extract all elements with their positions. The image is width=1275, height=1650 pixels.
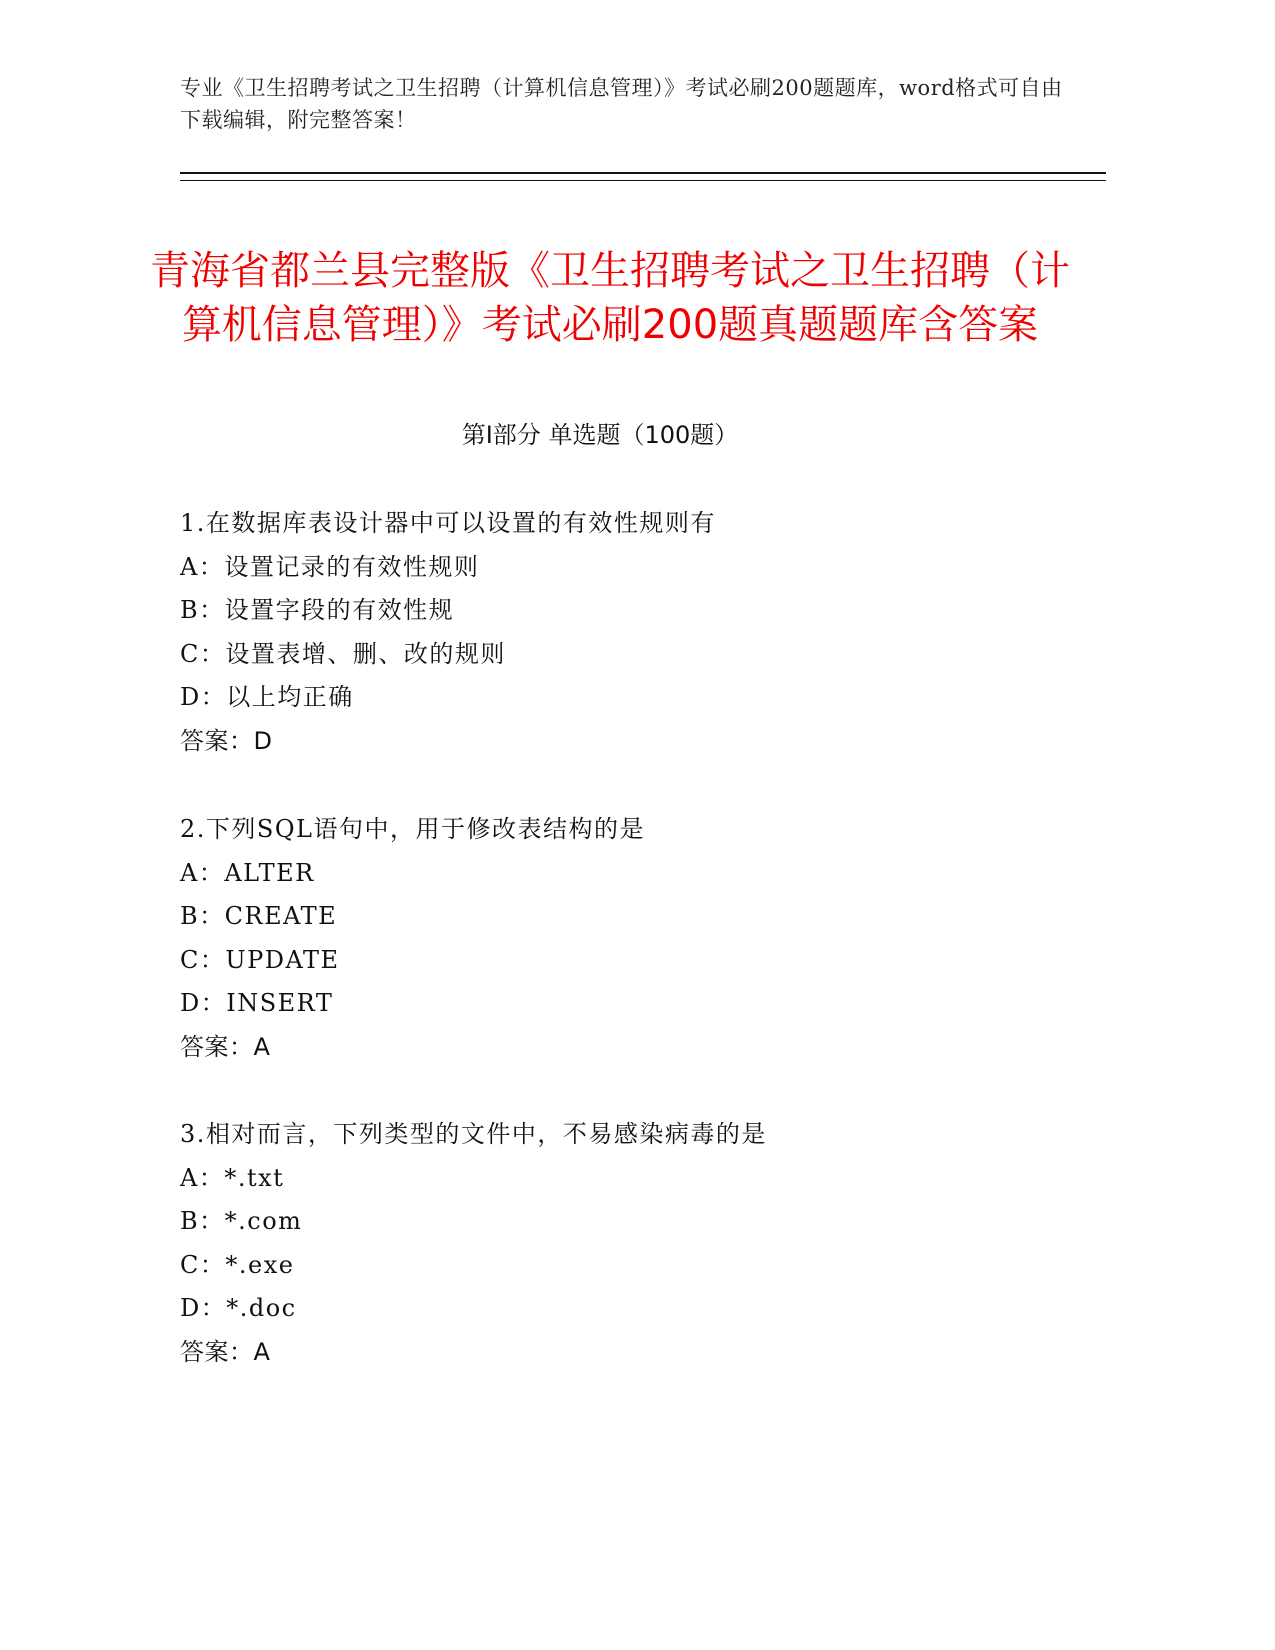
option-c: C：设置表增、删、改的规则 <box>180 639 506 668</box>
section-heading: 第Ⅰ部分 单选题（100题） <box>461 421 739 449</box>
option-a: A：ALTER <box>180 858 315 887</box>
option-c: C：*.exe <box>180 1250 295 1279</box>
header-rule-thick <box>180 172 1106 174</box>
question-stem: 2.下列SQL语句中，用于修改表结构的是 <box>180 815 645 843</box>
answer: 答案：A <box>180 1032 271 1061</box>
option-c: C：UPDATE <box>180 945 340 974</box>
question-2 <box>180 808 1080 1069</box>
header-rule-thin <box>180 180 1106 181</box>
option-d: D：INSERT <box>180 989 334 1017</box>
question-3 <box>180 1113 1080 1374</box>
option-a: A：*.txt <box>180 1163 285 1192</box>
answer: 答案：D <box>180 726 273 755</box>
answer: 答案：A <box>180 1337 271 1366</box>
question-stem: 3.相对而言，下列类型的文件中，不易感染病毒的是 <box>180 1120 767 1148</box>
question-1 <box>180 502 1080 763</box>
option-b: B：CREATE <box>180 902 338 930</box>
document-title: 青海省都兰县完整版《卫生招聘考试之卫生招聘（计算机信息管理）》考试必刷200题真题题库含答案 <box>150 247 1070 348</box>
option-a: A：设置记录的有效性规则 <box>180 552 480 581</box>
header-note: 专业《卫生招聘考试之卫生招聘（计算机信息管理）》考试必刷200题题库，word格式可自由下载编辑，附完整答案！ <box>180 76 1063 132</box>
option-b: B：*.com <box>180 1207 303 1235</box>
option-d: D：以上均正确 <box>180 683 354 711</box>
option-b: B：设置字段的有效性规 <box>180 596 455 624</box>
question-stem: 1.在数据库表设计器中可以设置的有效性规则有 <box>180 509 716 537</box>
option-d: D：*.doc <box>180 1294 297 1322</box>
